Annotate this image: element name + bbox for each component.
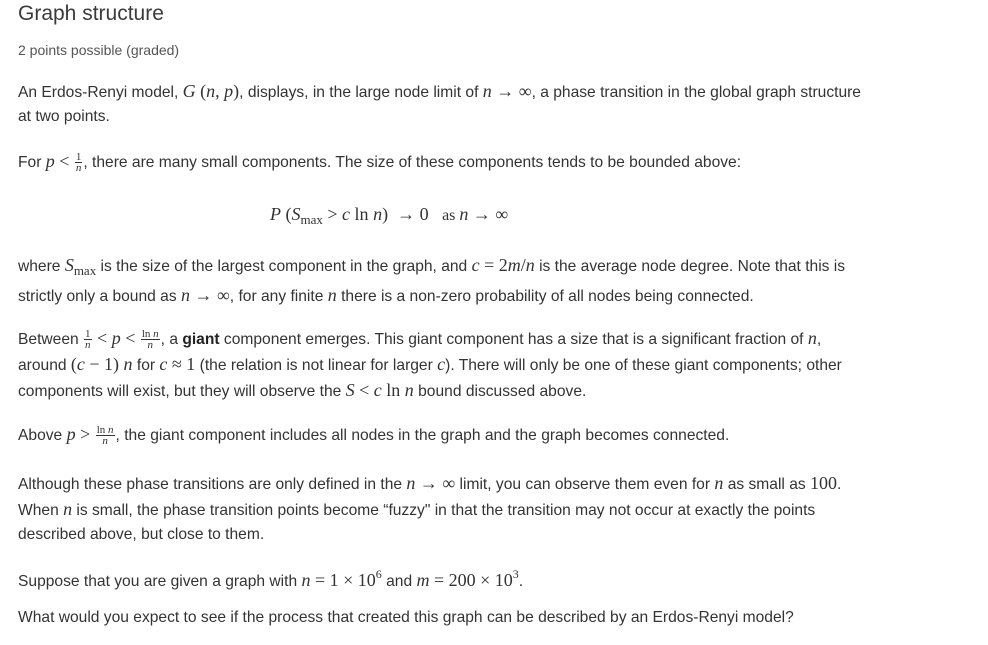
- paragraph-smax: where $S_{max}$ is the size of the largest component in the graph, and c = 2m/n is the average node degree. Note that this is strictly only a bound as n → ∞, for any finite n there is a non-zero probability of all nodes being connected.: [18, 255, 846, 305]
- paragraph-intro: An Erdos-Renyi model, G (n, p), displays, in the large node limit of n → ∞, a phase transition in the global graph structure at two points.: [18, 81, 861, 125]
- question-text: What would you expect to see if the process that created this graph can be described by an Erdos-Renyi model?: [18, 609, 794, 626]
- paragraph-given-graph: Suppose that you are given a graph with $n = 1 \times 10^6$ and $m = 200 \times 10^3$.: [18, 567, 524, 590]
- problem-title: Graph structure: [18, 2, 164, 25]
- paragraph-giant: Between $\frac{1}{n}$ < p < $\frac{\text{ln n}}{n}$ , a giant component emerges. This giant component has a size that is a significant fraction of n, around (c − 1) n for c ≈ 1 (the relation is not linear for larger c). There will only be one of these giant components; other components will exist, but they will observe the S < c ln n bound discussed above.: [18, 328, 842, 400]
- giant-bold: giant: [182, 331, 220, 348]
- points-info: 2 points possible (graded): [18, 42, 180, 58]
- bound-equation: P ($S_{max} > c$ ln n) → 0 as n → ∞: [270, 204, 509, 227]
- paragraph-connected: Above p > $\frac{\text{ln n}}{n}$ , the giant component includes all nodes in the graph and the graph becomes connected.: [18, 424, 730, 448]
- paragraph-small-p: For p < $\frac{1}{n}$ , there are many small components. The size of these components tends to be bounded above:: [18, 151, 742, 175]
- paragraph-fuzzy: Although these phase transitions are only defined in the n → ∞ limit, you can observe them even for n as small as 100. When n is small, the phase transition points become “fuzzy" in that the transition may not occur at exactly the points described above, but close to them.: [18, 473, 842, 543]
